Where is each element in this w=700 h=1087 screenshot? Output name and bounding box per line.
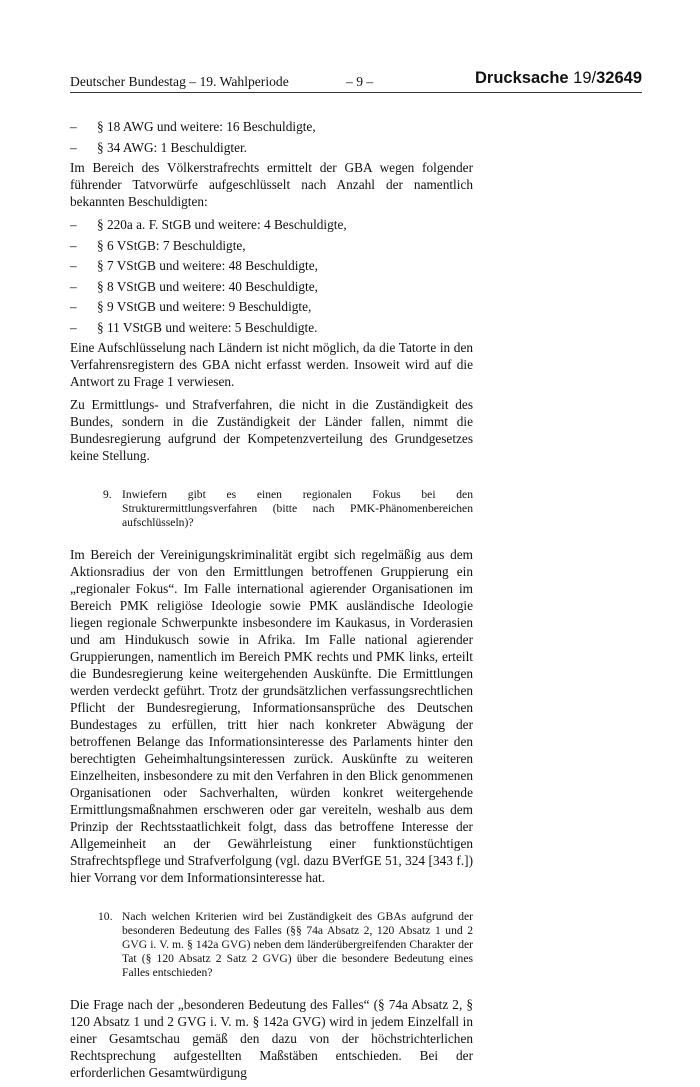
list-item: – § 220a a. F. StGB und weitere: 4 Beschuldigte, — [70, 217, 347, 232]
header-rule — [70, 92, 642, 93]
list-item: – § 9 VStGB und weitere: 9 Beschuldigte, — [70, 299, 312, 314]
list-item: – § 11 VStGB und weitere: 5 Beschuldigte. — [70, 319, 318, 335]
page-header — [70, 68, 642, 92]
question-10 — [98, 910, 473, 980]
question-number: 10. — [98, 910, 113, 923]
list-item: – § 18 AWG und weitere: 16 Beschuldigte, — [70, 119, 316, 134]
paragraph: Im Bereich des Völkerstrafrechts ermittelt der GBA wegen folgender führender Tatvorwürfe aufgeschlüsselt nach Anzahl der namentlich bekannten Beschuldigten: — [70, 160, 473, 209]
page-number: – 9 – — [346, 74, 374, 89]
list-item: – § 6 VStGB: 7 Beschuldigte, — [70, 237, 246, 253]
header-title: Deutscher Bundestag – 19. Wahlperiode — [70, 74, 289, 89]
answer-paragraph: Die Frage nach der „besonderen Bedeutung des Falles“ (§ 74a Absatz 2, § 120 Absatz 1 und 2 GVG i. V. m. § 142a GVG) wird in jedem Einzelfall in einer Gesamtschau gemäß den dazu von der höchstrichterlichen Rechtsprechung aufgestellten Maßstäben entschieden. Bei der erforderlichen Gesamtwürdigung — [70, 997, 473, 1080]
list-item: – § 34 AWG: 1 Beschuldigter. — [70, 139, 247, 155]
list-item: – § 7 VStGB und weitere: 48 Beschuldigte, — [70, 258, 318, 273]
answer-paragraph: Im Bereich der Vereinigungskriminalität ergibt sich regelmäßig aus dem Aktionsradius der von den Ermittlungen betroffenen Gruppierung ein „regionaler Fokus“. Im Falle international agierender Organisationen im Bereich PMK religiöse Ideologie sowie PMK ausländische Ideologie liegen regionale Schwerpunkte insbesondere im Kaukasus, in Vorderasien und am Hindukusch sowie in Afrika. Im Falle national agierender Gruppierungen, namentlich im Bereich PMK rechts und PMK links, erteilt die Bundesregierung keine weitergehenden Auskünfte. Die Ermittlungen werden verdeckt geführt. Trotz der grundsätzlichen verfassungsrechtlichen Pflicht der Bundesregierung, Informationsansprüche des Deutschen Bundestages zu erfüllen, tritt hier nach konkreter Abwägung der betroffenen Belange das Informationsinteresse des Parlaments hinter den berechtigten Geheimhaltungsinteressen zurück. Auskünfte zu weiteren Einzelheiten, insbesondere zu mit den Verfahren in den Blick genommenen Organisationen oder Sachverhalten, würden konkret weitergehende Ermittlungsmaßnahmen erschweren oder gar vereiteln, weshalb aus dem Prinzip der Rechtsstaatlichkeit folgt, dass das betroffene Interesse der Allgemeinheit an der Gewährleistung einer funktionstüchtigen Strafrechtspflege und Strafverfolgung (vgl. dazu BVerfGE 51, 324 [343 f.]) hier Vorrang vor dem Informationsinteresse hat. — [70, 547, 473, 885]
paragraph: Eine Aufschlüsselung nach Ländern ist nicht möglich, da die Tatorte in den Verfahrensregistern des GBA nicht erfasst werden. Insoweit wird auf die Antwort zu Frage 1 verwiesen. — [70, 340, 473, 389]
document-number-value: 32649 — [596, 69, 642, 87]
question-number: 9. — [103, 488, 112, 501]
document-number-label: Drucksache — [475, 69, 569, 87]
question-text: Nach welchen Kriterien wird bei Zuständigkeit des GBAs aufgrund der besonderen Bedeutung des Falles (§§ 74a Absatz 2, 120 Absatz 1 und 2 GVG i. V. m. § 142a GVG) neben dem länderübergreifenden Charakter der Tat (§ 120 Absatz 2 Satz 2 GVG) über die besondere Bedeutung eines Falles entschieden? — [122, 910, 473, 979]
question-text: Inwiefern gibt es einen regionalen Fokus bei den Strukturermittlungsverfahren (bitte nach PMK-Phänomenbereichen aufschlüsseln)? — [122, 488, 473, 529]
document-body — [70, 118, 473, 1087]
document-number — [475, 69, 642, 88]
question-9 — [103, 488, 473, 530]
list-item: – § 8 VStGB und weitere: 40 Beschuldigte, — [70, 278, 318, 294]
paragraph: Zu Ermittlungs- und Strafverfahren, die nicht in die Zuständigkeit des Bundes, sondern in die Zuständigkeit der Länder fallen, nimmt die Bundesregierung aufgrund der Kompetenzverteilung des Grundgesetzes keine Stellung. — [70, 397, 473, 463]
document-number-prefix: 19/ — [573, 69, 597, 87]
